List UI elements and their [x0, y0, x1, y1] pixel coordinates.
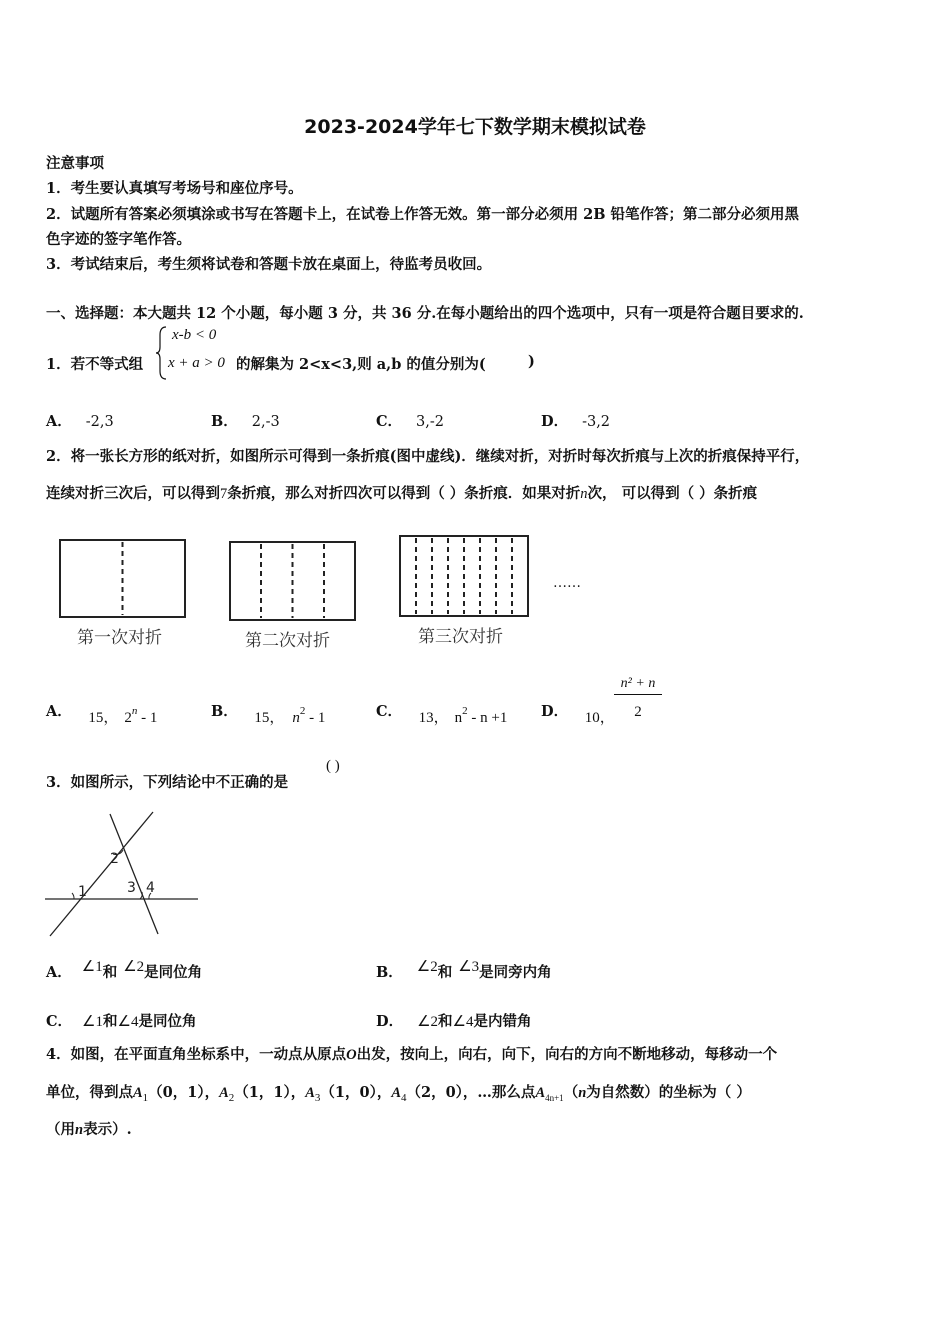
q2-option-a-exp: n	[131, 705, 138, 718]
q1-suffix: 的解集为 2<x<3,则 a,b 的值分别为(	[236, 356, 486, 373]
q1-option-a-text: -2,3	[85, 414, 114, 430]
q2-option-c-exp: 2	[462, 705, 468, 718]
q4-line-1	[46, 1043, 777, 1064]
q2-option-b-n1: 15，	[254, 710, 285, 726]
q3-text: 3．如图所示，下列结论中不正确的是	[46, 774, 289, 791]
q2-option-a-letter: A．	[46, 703, 72, 720]
q3-option-b-tail: 是同旁内角	[479, 964, 552, 981]
q1-ineq-2: x + a > 0	[168, 355, 225, 371]
q3-option-b-angle-2: 3	[471, 959, 480, 975]
q4-point-a4: A	[391, 1085, 401, 1101]
notice-item-1: 1．考生要认真填写考场号和座位序号。	[46, 180, 303, 197]
q3-option-c-angle-1: 1	[95, 1014, 103, 1030]
q1-prefix: 1．若不等式组	[46, 356, 144, 373]
q2-option-d[interactable]	[541, 700, 615, 726]
q3-option-a-tail: 是同位角	[144, 964, 203, 981]
q2-option-c-base: n	[454, 710, 463, 726]
q4-line-3	[46, 1118, 132, 1139]
q2-option-d-letter: D．	[541, 703, 569, 720]
q3-option-b[interactable]: B． ∠2和 ∠3是同旁内角	[376, 959, 552, 981]
q3-option-a-mid: 和	[102, 964, 118, 981]
q1-option-c[interactable]	[376, 410, 444, 431]
q4-point-an-sub: 4n+1	[545, 1092, 564, 1103]
q2-line-2-num: 7	[220, 486, 228, 502]
q1-option-c-letter: C．	[376, 413, 403, 430]
q1-option-a-letter: A．	[46, 413, 72, 430]
section-heading: 一、选择题：本大题共 12 个小题，每小题 3 分，共 36 分.在每小题给出的四个选项中，只有一项是符合题目要求的.	[46, 305, 804, 322]
q4-point-a1: A	[133, 1085, 143, 1101]
q3-option-d-angle-1: 2	[430, 1014, 439, 1030]
fold-figure-2-label: 第二次对折	[245, 631, 330, 651]
q4-coord-4: （2，0），…那么点	[406, 1084, 536, 1101]
q4-line-2-a: 单位，得到点	[46, 1084, 133, 1101]
q4-point-a1-sub: 1	[142, 1091, 149, 1104]
q2-option-b-exp: 2	[299, 705, 306, 718]
q2-line-2-b: 条折痕，那么对折四次可以得到（ ）条折痕．如果对折	[227, 485, 581, 502]
q3-option-b-angle-1: 2	[430, 959, 438, 975]
q1-option-a[interactable]	[46, 410, 114, 431]
q2-fold-figures	[40, 525, 640, 665]
q1-option-b[interactable]	[211, 410, 280, 431]
q3-option-c[interactable]: C． ∠1和∠4是同位角	[46, 1013, 197, 1030]
q3-option-a[interactable]: A． ∠1和 ∠2是同位角	[46, 959, 203, 981]
q3-option-c-letter: C．	[46, 1013, 73, 1030]
q4-line-3-var: n	[75, 1122, 84, 1138]
q2-option-d-denominator: 2	[634, 704, 642, 720]
q2-option-d-n1: 10，	[584, 710, 615, 726]
q3-option-b-letter: B．	[376, 964, 403, 981]
q2-option-a-n1: 15，	[88, 710, 119, 726]
q1-option-d-letter: D．	[541, 413, 569, 430]
q2-option-b-base: n	[292, 710, 300, 726]
fold-figure-1-label: 第一次对折	[77, 628, 162, 648]
q1-option-b-letter: B．	[211, 413, 238, 430]
q2-line-2	[46, 482, 757, 503]
q2-option-a-base: 2	[124, 710, 132, 726]
fold-figure-2	[230, 542, 355, 651]
notice-heading: 注意事项	[46, 155, 104, 172]
q3-option-b-mid: 和	[437, 964, 453, 981]
q4-point-a2: A	[219, 1085, 229, 1101]
q4-line-3-a: （用	[46, 1121, 75, 1138]
q4-point-a3: A	[305, 1085, 315, 1101]
q3-option-a-angle-1: 1	[95, 959, 103, 975]
q3-option-a-letter: A．	[46, 964, 72, 981]
q2-line-2-a: 连续对折三次后，可以得到	[46, 485, 220, 502]
q1-option-d-text: -3,2	[582, 414, 611, 430]
q3-option-d-mid: 和	[438, 1013, 453, 1030]
notice-item-3: 3．考试结束后，考生须将试卷和答题卡放在桌面上，待监考员收回。	[46, 256, 492, 273]
notice-item-2-cont: 色字迹的签字笔作答。	[46, 231, 191, 248]
q4-point-a3-sub: 3	[314, 1091, 321, 1104]
q1-ineq-1: x-b < 0	[172, 327, 217, 343]
angle-label-2: 2	[110, 851, 119, 867]
fold-figure-1	[60, 540, 185, 648]
q4-line-1-a: 4．如图，在平面直角坐标系中，一动点从原点	[46, 1046, 347, 1063]
q2-option-b[interactable]	[211, 700, 326, 726]
q1-paren-close: )	[528, 353, 535, 370]
q4-coord-1: （0，1），	[148, 1084, 220, 1101]
q3-option-d-angle-2: 4	[465, 1014, 474, 1030]
q4-n-var: n	[578, 1085, 587, 1101]
q3-option-d-letter: D．	[376, 1013, 404, 1030]
page-title: 2023-2024学年七下数学期末模拟试卷	[304, 116, 646, 138]
q4-point-an: A	[535, 1085, 546, 1101]
q4-coord-2: （1，1），	[234, 1084, 306, 1101]
q3-option-d-tail: 是内错角	[473, 1013, 532, 1030]
q3-angle-figure	[40, 808, 210, 943]
q1-option-d[interactable]	[541, 410, 610, 431]
q3-option-c-mid: 和	[103, 1013, 118, 1030]
q1-option-c-text: 3,-2	[416, 414, 445, 430]
q2-option-c-letter: C．	[376, 703, 403, 720]
q3-option-c-tail: 是同位角	[138, 1013, 197, 1030]
q2-option-c-n1: 13，	[418, 710, 449, 726]
notice-item-2: 2．试题所有答案必须填涂或书写在答题卡上，在试卷上作答无效。第一部分必须用 2B 铅笔作答；第二部分必须用黑	[46, 206, 800, 223]
q1-brace	[154, 325, 170, 381]
fold-figure-3	[400, 536, 528, 647]
fold-ellipsis: ……	[553, 575, 581, 591]
q4-line-2	[46, 1081, 751, 1104]
q4-coord-5: （	[563, 1084, 579, 1101]
q4-coord-3: （1，0），	[320, 1084, 392, 1101]
q4-point-a4-sub: 4	[401, 1091, 407, 1104]
q2-line-1: 2．将一张长方形的纸对折，如图所示可得到一条折痕(图中虚线)．继续对折，对折时每次折痕与上次的折痕保持平行，	[46, 448, 810, 465]
q2-line-2-c: 次， 可以得到（ ）条折痕	[587, 485, 758, 502]
q1-option-b-text: 2,-3	[251, 414, 280, 430]
q4-point-a2-sub: 2	[228, 1091, 235, 1104]
q4-line-3-b: 表示）.	[83, 1121, 132, 1138]
q4-line-1-b: 出发，按向上，向右，向下，向右的方向不断地移动，每移动一个	[356, 1046, 778, 1063]
q4-coord-6: 为自然数）的坐标为（ ）	[586, 1084, 751, 1101]
angle-label-4: 4	[146, 880, 155, 896]
q2-option-c[interactable]	[376, 700, 508, 726]
q2-option-b-letter: B．	[211, 703, 238, 720]
q2-option-d-numerator: n² + n	[614, 676, 662, 695]
q2-option-a-rest: - 1	[137, 710, 158, 726]
q3-paren: ( )	[326, 758, 340, 774]
fold-figure-3-label: 第三次对折	[418, 627, 503, 647]
q3-option-d[interactable]: D． ∠2和∠4是内错角	[376, 1013, 532, 1030]
q2-option-b-rest: - 1	[305, 710, 326, 726]
q2-option-a[interactable]	[46, 700, 158, 726]
q2-option-c-rest: - n +1	[467, 710, 508, 726]
angle-label-1: 1	[78, 884, 87, 900]
q4-origin: O	[346, 1047, 357, 1063]
q3-option-a-angle-2: 2	[136, 959, 145, 975]
q3-option-c-angle-2: 4	[130, 1014, 139, 1030]
angle-label-3: 3	[127, 880, 136, 896]
q2-line-2-var: n	[580, 486, 588, 502]
